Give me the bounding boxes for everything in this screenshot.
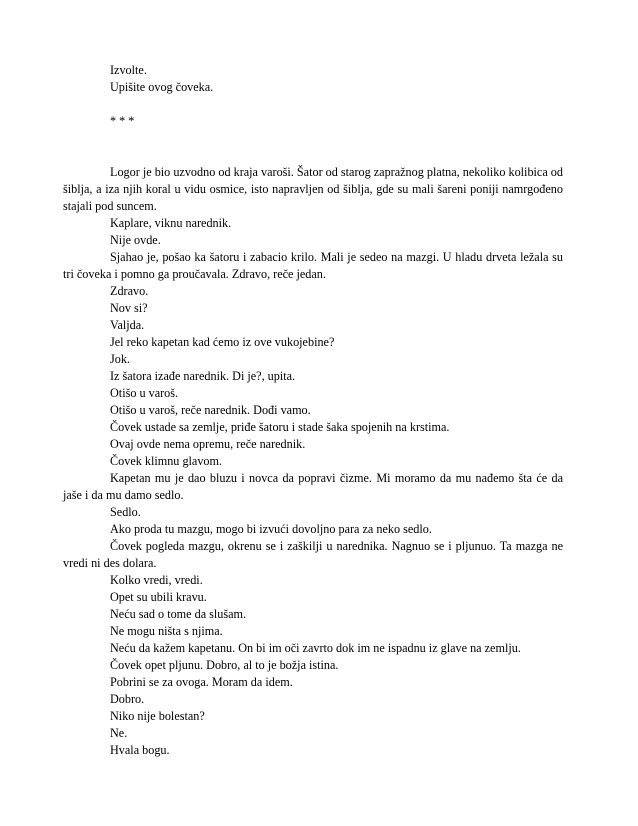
text-line: Valjda. <box>110 318 145 332</box>
spacer <box>63 96 563 113</box>
text-line: Ne. <box>110 726 128 740</box>
spacer <box>63 147 563 164</box>
text-line: Jel reko kapetan kad ćemo iz ove vukojebine? <box>110 335 335 349</box>
text-line: Opet su ubili kravu. <box>110 590 207 604</box>
text-line: Dobro. <box>110 692 145 706</box>
paragraph: Kapetan mu je dao bluzu i novca da popravi čizme. Mi moramo da mu nađemo šta će da jaše i da mu damo sedlo. <box>63 471 563 502</box>
text-line: Ne mogu ništa s njima. <box>110 624 223 638</box>
text-line: Ovaj ovde nema opremu, reče narednik. <box>110 437 306 451</box>
text-line: Jok. <box>110 352 130 366</box>
text-line: Nov si? <box>110 301 148 315</box>
text-line: Pobrini se za ovoga. Moram da idem. <box>110 675 293 689</box>
text-line: Kaplare, viknu narednik. <box>110 216 232 230</box>
text-line: Nije ovde. <box>110 233 161 247</box>
text-line: Čovek opet pljunu. Dobro, al to je božja istina. <box>110 658 339 672</box>
text-line: Čovek klimnu glavom. <box>110 454 223 468</box>
spacer <box>63 130 563 147</box>
text-line: Ako proda tu mazgu, mogo bi izvući dovoljno para za neko sedlo. <box>110 522 432 536</box>
text-line: Kolko vredi, vredi. <box>110 573 203 587</box>
text-line: Upišite ovog čoveka. <box>110 80 214 94</box>
text-line: Neću sad o tome da slušam. <box>110 607 247 621</box>
text-line: Otišo u varoš, reče narednik. Dođi vamo. <box>110 403 311 417</box>
paragraph: Sjahao je, pošao ka šatoru i zabacio krilo. Mali je sedeo na mazgi. U hladu drveta ležala su tri čoveka i pomno ga proučavala. Zdravo, reče jedan. <box>63 250 563 281</box>
section-separator: * * * <box>110 114 135 128</box>
text-line: Izvolte. <box>110 63 147 77</box>
text-line: Otišo u varoš. <box>110 386 179 400</box>
text-line: Čovek ustade sa zemlje, priđe šatoru i stade šaka spojenih na krstima. <box>110 420 450 434</box>
text-line: Niko nije bolestan? <box>110 709 205 723</box>
text-line: Hvala bogu. <box>110 743 170 757</box>
text-line: Zdravo. <box>110 284 149 298</box>
document-body <box>63 62 563 759</box>
text-line: Sedlo. <box>110 505 141 519</box>
text-line: Iz šatora izađe narednik. Di je?, upita. <box>110 369 296 383</box>
paragraph: Čovek pogleda mazgu, okrenu se i zaškilji u narednika. Nagnuo se i pljunuo. Ta mazga ne vredi ni des dolara. <box>63 539 563 570</box>
paragraph: Logor je bio uzvodno od kraja varoši. Šator od starog zapražnog platna, nekoliko kolibica od šiblja, a iza njih koral u vidu osmice, isto napravljen od šiblja, gde su mali šareni poniji namrgođeno stajali pod suncem. <box>63 165 563 213</box>
text-line: Neću da kažem kapetanu. On bi im oči zavrto dok im ne ispadnu iz glave na zemlju. <box>110 641 521 655</box>
